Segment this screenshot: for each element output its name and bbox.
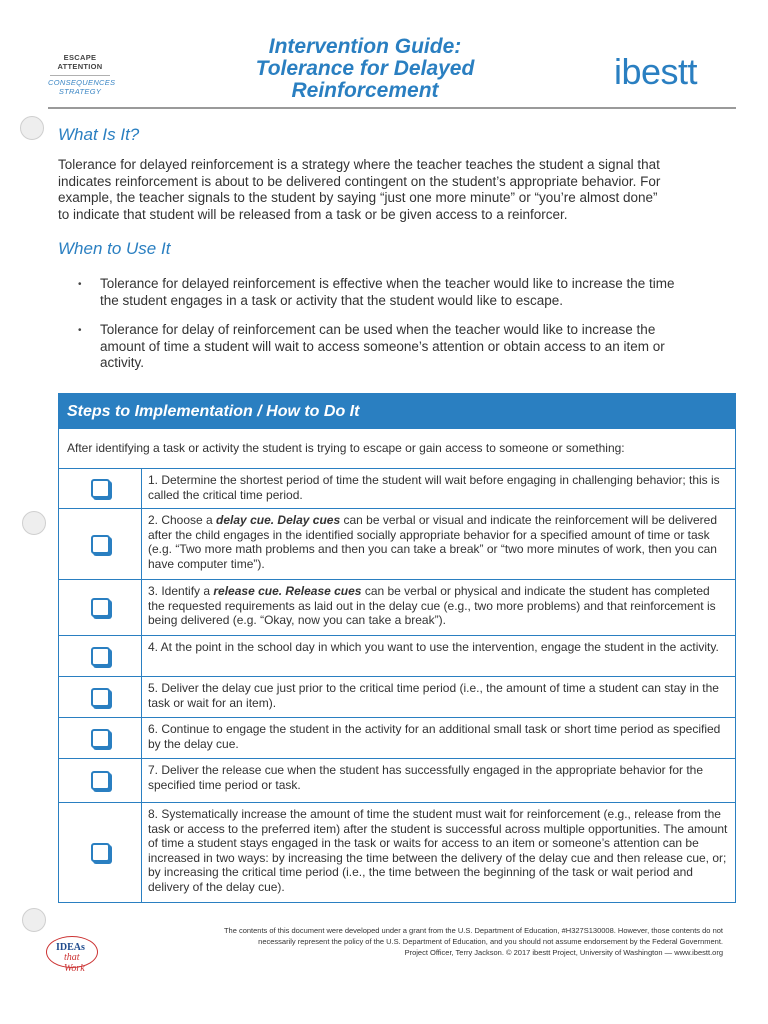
step-text: 4. At the point in the school day in which you want to use the intervention, engage the student in the activity. bbox=[148, 640, 719, 654]
checkbox-icon bbox=[91, 729, 110, 748]
ideas-that-work-logo bbox=[46, 936, 102, 974]
step-row bbox=[59, 802, 735, 902]
step-text: 2. Choose a delay cue. Delay cues can be verbal or visual and indicate the reinforcement will be delivered after the child engages in the identified socially appropriate behavior for a specified amount of time or task (e.g. “Two more math problems and then you can take a break” or “two more minutes of work, then you can have computer time”). bbox=[148, 513, 717, 571]
step-row bbox=[59, 635, 735, 676]
checkbox-icon bbox=[91, 843, 110, 862]
logo-word: IDEAs bbox=[56, 942, 85, 953]
step-checkbox[interactable] bbox=[59, 469, 142, 508]
binder-hole-icon bbox=[22, 908, 46, 932]
step-row bbox=[59, 676, 735, 717]
section-heading-what-is-it: What Is It? bbox=[58, 125, 140, 144]
footer-disclaimer: necessarily represent the policy of the U.S. Department of Education, and you should not assume endorsement by the Federal Government. bbox=[258, 937, 723, 946]
step-text: 5. Deliver the delay cue just prior to the critical time period (i.e., the amount of time a student can stay in the task or wait for an item). bbox=[148, 681, 719, 710]
category-divider bbox=[50, 75, 110, 76]
step-text: 6. Continue to engage the student in the activity for an additional small task or short time period as specified by the delay cue. bbox=[148, 722, 721, 751]
step-checkbox[interactable] bbox=[59, 509, 142, 579]
binder-hole-icon bbox=[20, 116, 44, 140]
step-checkbox[interactable] bbox=[59, 803, 142, 902]
steps-table bbox=[58, 393, 736, 903]
category-escape: ESCAPE bbox=[63, 53, 97, 62]
section-heading-when-to-use: When to Use It bbox=[58, 239, 171, 258]
steps-table-intro: After identifying a task or activity the student is trying to escape or gain access to someone or something: bbox=[59, 429, 735, 469]
step-text: 8. Systematically increase the amount of time the student must wait for reinforcement (e.g., release from the task or access to the preferred item) after the student is successful across multiple opportunities. The amount of time a student stays engaged in the task or waits for access to an item or someone’s attention can be increased in two ways: by increasing the time between the delivery of the delay cue and then release cue, or; by increasing the critical time period (i.e., the time between the beginning of the task or wait period and delivery of the delay cue). bbox=[148, 807, 728, 894]
step-checkbox[interactable] bbox=[59, 759, 142, 802]
bullet-line: Tolerance for delayed reinforcement is effective when the teacher would like to increase the time bbox=[100, 276, 675, 291]
bullet-line: the student engages in a task or activity that the student would like to escape. bbox=[100, 292, 564, 308]
footer-disclaimer: The contents of this document were developed under a grant from the U.S. Department of Education, #H327S130008. However, those contents do not bbox=[223, 926, 723, 935]
checkbox-icon bbox=[91, 688, 110, 707]
steps-list bbox=[59, 469, 735, 902]
category-strategy: STRATEGY bbox=[58, 87, 102, 96]
step-text: 3. Identify a release cue. Release cues can be verbal or physical and indicate the student has completed the requested requirements as laid out in the delay cue (e.g., two more problems) and that reinforcement is being delivered (e.g. “Okay, now you can take a break”). bbox=[148, 584, 716, 627]
step-row bbox=[59, 758, 735, 802]
category-attention: ATTENTION bbox=[57, 62, 103, 71]
step-text: 7. Deliver the release cue when the student has successfully engaged in the appropriate behavior for the specified time period or task. bbox=[148, 763, 704, 792]
what-is-it-line: Tolerance for delayed reinforcement is a strategy where the teacher teaches the student a signal that bbox=[58, 157, 660, 172]
checkbox-icon bbox=[91, 647, 110, 666]
header-divider bbox=[48, 107, 736, 109]
checkbox-icon bbox=[91, 535, 110, 554]
page-title-line1: Intervention Guide: bbox=[268, 35, 462, 58]
ibestt-logo: ibestt bbox=[614, 51, 698, 92]
steps-table-heading: Steps to Implementation / How to Do It bbox=[59, 394, 735, 429]
step-checkbox[interactable] bbox=[59, 636, 142, 676]
page-title-line3: Reinforcement bbox=[291, 79, 439, 102]
category-consequences: CONSEQUENCES bbox=[48, 78, 116, 87]
step-checkbox[interactable] bbox=[59, 718, 142, 758]
checkbox-icon bbox=[91, 771, 110, 790]
step-row bbox=[59, 579, 735, 635]
what-is-it-line: indicates reinforcement is about to be delivered contingent on the student’s appropriate behavior. For bbox=[58, 173, 661, 189]
bullet-line: Tolerance for delay of reinforcement can be used when the teacher would like to increase the bbox=[100, 322, 656, 337]
step-checkbox[interactable] bbox=[59, 677, 142, 717]
footer-credit: Project Officer, Terry Jackson. © 2017 ibestt Project, University of Washington — www.ibestt.org bbox=[404, 948, 723, 957]
checkbox-icon bbox=[91, 479, 110, 498]
bullet-icon: • bbox=[78, 325, 82, 336]
bullet-line: amount of time a student will wait to access someone’s attention or obtain access to an item or bbox=[100, 338, 665, 354]
logo-sub: that Work bbox=[64, 952, 85, 974]
checkbox-icon bbox=[91, 598, 110, 617]
bullet-icon: • bbox=[78, 279, 82, 290]
bullet-line: activity. bbox=[100, 355, 145, 370]
page-title-line2: Tolerance for Delayed bbox=[255, 57, 475, 80]
step-checkbox[interactable] bbox=[59, 580, 142, 635]
step-row bbox=[59, 469, 735, 508]
step-row bbox=[59, 717, 735, 758]
step-text: 1. Determine the shortest period of time the student will wait before engaging in challenging behavior; this is called the critical time period. bbox=[148, 473, 720, 502]
what-is-it-line: to indicate that student will be released from a task or be given access to a reinforcer. bbox=[58, 206, 568, 222]
binder-hole-icon bbox=[22, 511, 46, 535]
what-is-it-line: example, the teacher signals to the student by saying “just one more minute” or “you’re almost done” bbox=[58, 190, 658, 205]
step-row bbox=[59, 508, 735, 579]
